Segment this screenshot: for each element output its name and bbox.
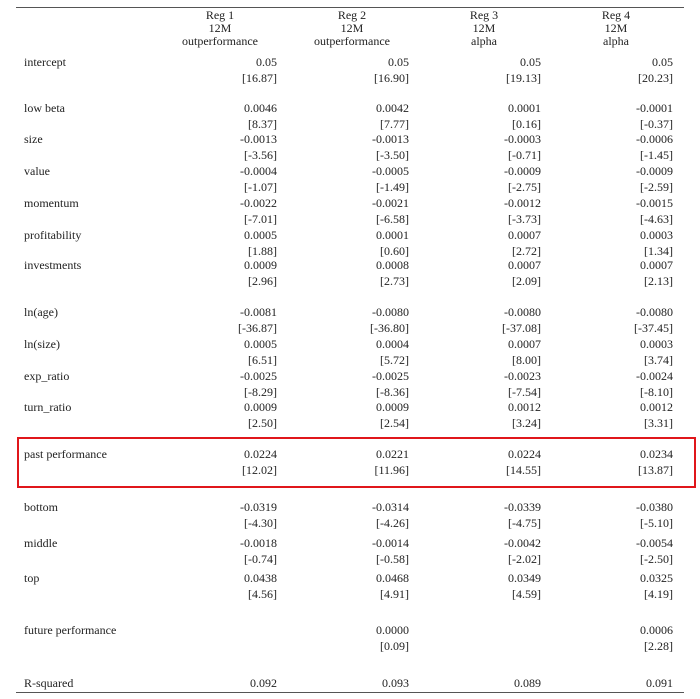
t-statistic-cell: [4.56] (248, 587, 277, 601)
coefficient-cell: 0.0007 (508, 258, 541, 272)
t-statistic-cell: [2.54] (380, 416, 409, 430)
coefficient-cell: -0.0024 (636, 369, 673, 383)
t-statistic-cell: [8.37] (248, 117, 277, 131)
t-statistic-cell: [2.50] (248, 416, 277, 430)
t-statistic-cell: [16.87] (242, 71, 277, 85)
row-label-momentum: momentum (24, 196, 79, 210)
column-header-reg-4 (556, 9, 676, 48)
coefficient-cell: -0.0009 (636, 164, 673, 178)
t-statistic-cell: [-0.71] (508, 148, 541, 162)
coefficient-cell: -0.0025 (240, 369, 277, 383)
coefficient-cell: 0.0009 (244, 400, 277, 414)
row-label-exp-ratio: exp_ratio (24, 369, 70, 383)
coefficient-cell: -0.0015 (636, 196, 673, 210)
t-statistic-cell: [-0.74] (244, 552, 277, 566)
t-statistic-cell: [2.73] (380, 274, 409, 288)
coefficient-cell: 0.0009 (376, 400, 409, 414)
t-statistic-cell: [-6.58] (376, 212, 409, 226)
coefficient-cell: 0.0003 (640, 337, 673, 351)
coefficient-cell: 0.091 (646, 676, 673, 690)
t-statistic-cell: [-1.49] (376, 180, 409, 194)
coefficient-cell: 0.0224 (244, 447, 277, 461)
t-statistic-cell: [-1.45] (640, 148, 673, 162)
t-statistic-cell: [-8.10] (640, 385, 673, 399)
column-header-reg-3 (424, 9, 544, 48)
coefficient-cell: 0.0046 (244, 101, 277, 115)
t-statistic-cell: [13.87] (638, 463, 673, 477)
bottom-rule (16, 692, 684, 693)
t-statistic-cell: [8.00] (512, 353, 541, 367)
past-performance-highlight-box (17, 437, 696, 488)
coefficient-cell: -0.0001 (636, 101, 673, 115)
row-label-intercept: intercept (24, 55, 66, 69)
coefficient-cell: -0.0005 (372, 164, 409, 178)
t-statistic-cell: [-2.59] (640, 180, 673, 194)
row-label-top: top (24, 571, 40, 585)
t-statistic-cell: [-3.50] (376, 148, 409, 162)
t-statistic-cell: [-37.45] (634, 321, 673, 335)
t-statistic-cell: [2.28] (644, 639, 673, 653)
coefficient-cell: 0.0006 (640, 623, 673, 637)
t-statistic-cell: [-8.29] (244, 385, 277, 399)
row-label-future-performance: future performance (24, 623, 117, 637)
coefficient-cell: 0.0003 (640, 228, 673, 242)
column-header-line3: alpha (603, 34, 629, 48)
coefficient-cell: 0.0468 (376, 571, 409, 585)
coefficient-cell: 0.0007 (508, 337, 541, 351)
coefficient-cell: -0.0054 (636, 536, 673, 550)
t-statistic-cell: [-2.02] (508, 552, 541, 566)
row-label-ln-size: ln(size) (24, 337, 60, 351)
t-statistic-cell: [2.72] (512, 244, 541, 258)
coefficient-cell: 0.0221 (376, 447, 409, 461)
column-header-line1: Reg 4 (601, 8, 631, 22)
coefficient-cell: -0.0319 (240, 500, 277, 514)
coefficient-cell: 0.0042 (376, 101, 409, 115)
coefficient-cell: -0.0009 (504, 164, 541, 178)
row-label-middle: middle (24, 536, 58, 550)
column-header-line1: Reg 2 (337, 8, 367, 22)
column-header-line2: 12M (340, 21, 364, 35)
coefficient-cell: -0.0080 (504, 305, 541, 319)
row-label-investments: investments (24, 258, 82, 272)
coefficient-cell: 0.0001 (376, 228, 409, 242)
coefficient-cell: -0.0339 (504, 500, 541, 514)
t-statistic-cell: [-4.30] (244, 516, 277, 530)
t-statistic-cell: [0.09] (380, 639, 409, 653)
coefficient-cell: -0.0023 (504, 369, 541, 383)
t-statistic-cell: [-4.26] (376, 516, 409, 530)
coefficient-cell: 0.0004 (376, 337, 409, 351)
coefficient-cell: 0.0007 (640, 258, 673, 272)
t-statistic-cell: [-0.37] (640, 117, 673, 131)
coefficient-cell: 0.0000 (376, 623, 409, 637)
coefficient-cell: -0.0003 (504, 132, 541, 146)
t-statistic-cell: [14.55] (506, 463, 541, 477)
coefficient-cell: 0.089 (514, 676, 541, 690)
t-statistic-cell: [7.77] (380, 117, 409, 131)
t-statistic-cell: [-4.75] (508, 516, 541, 530)
coefficient-cell: -0.0314 (372, 500, 409, 514)
row-label-r-squared: R-squared (24, 676, 74, 690)
t-statistic-cell: [0.16] (512, 117, 541, 131)
row-label-low-beta: low beta (24, 101, 65, 115)
coefficient-cell: -0.0018 (240, 536, 277, 550)
coefficient-cell: -0.0006 (636, 132, 673, 146)
t-statistic-cell: [-5.10] (640, 516, 673, 530)
t-statistic-cell: [2.96] (248, 274, 277, 288)
t-statistic-cell: [-8.36] (376, 385, 409, 399)
column-header-line3: outperformance (314, 34, 390, 48)
coefficient-cell: 0.0001 (508, 101, 541, 115)
column-header-line2: 12M (472, 21, 496, 35)
row-label-size: size (24, 132, 43, 146)
t-statistic-cell: [3.74] (644, 353, 673, 367)
t-statistic-cell: [-3.73] (508, 212, 541, 226)
coefficient-cell: 0.0224 (508, 447, 541, 461)
column-header-line2: 12M (604, 21, 628, 35)
t-statistic-cell: [2.13] (644, 274, 673, 288)
column-header-line1: Reg 1 (205, 8, 235, 22)
t-statistic-cell: [3.24] (512, 416, 541, 430)
coefficient-cell: 0.05 (256, 55, 277, 69)
column-header-reg-2 (292, 9, 412, 48)
t-statistic-cell: [-36.80] (370, 321, 409, 335)
column-header-line2: 12M (208, 21, 232, 35)
t-statistic-cell: [-36.87] (238, 321, 277, 335)
coefficient-cell: -0.0012 (504, 196, 541, 210)
coefficient-cell: -0.0014 (372, 536, 409, 550)
coefficient-cell: -0.0081 (240, 305, 277, 319)
coefficient-cell: 0.0007 (508, 228, 541, 242)
row-label-value: value (24, 164, 50, 178)
coefficient-cell: 0.0349 (508, 571, 541, 585)
coefficient-cell: -0.0022 (240, 196, 277, 210)
t-statistic-cell: [16.90] (374, 71, 409, 85)
coefficient-cell: -0.0021 (372, 196, 409, 210)
coefficient-cell: 0.0234 (640, 447, 673, 461)
t-statistic-cell: [1.34] (644, 244, 673, 258)
coefficient-cell: 0.0005 (244, 228, 277, 242)
coefficient-cell: 0.092 (250, 676, 277, 690)
row-label-profitability: profitability (24, 228, 82, 242)
row-label-turn-ratio: turn_ratio (24, 400, 72, 414)
t-statistic-cell: [4.91] (380, 587, 409, 601)
coefficient-cell: -0.0013 (372, 132, 409, 146)
t-statistic-cell: [4.19] (644, 587, 673, 601)
coefficient-cell: 0.0325 (640, 571, 673, 585)
column-header-line1: Reg 3 (469, 8, 499, 22)
t-statistic-cell: [-0.58] (376, 552, 409, 566)
t-statistic-cell: [-7.01] (244, 212, 277, 226)
coefficient-cell: -0.0013 (240, 132, 277, 146)
coefficient-cell: -0.0080 (636, 305, 673, 319)
coefficient-cell: -0.0025 (372, 369, 409, 383)
t-statistic-cell: [1.88] (248, 244, 277, 258)
t-statistic-cell: [12.02] (242, 463, 277, 477)
t-statistic-cell: [-4.63] (640, 212, 673, 226)
t-statistic-cell: [4.59] (512, 587, 541, 601)
t-statistic-cell: [-3.56] (244, 148, 277, 162)
t-statistic-cell: [-2.75] (508, 180, 541, 194)
coefficient-cell: -0.0080 (372, 305, 409, 319)
coefficient-cell: -0.0042 (504, 536, 541, 550)
coefficient-cell: 0.05 (652, 55, 673, 69)
coefficient-cell: 0.0012 (640, 400, 673, 414)
coefficient-cell: 0.05 (520, 55, 541, 69)
t-statistic-cell: [3.31] (644, 416, 673, 430)
coefficient-cell: 0.093 (382, 676, 409, 690)
coefficient-cell: 0.0008 (376, 258, 409, 272)
coefficient-cell: 0.0009 (244, 258, 277, 272)
t-statistic-cell: [-37.08] (502, 321, 541, 335)
coefficient-cell: 0.0012 (508, 400, 541, 414)
t-statistic-cell: [19.13] (506, 71, 541, 85)
row-label-bottom: bottom (24, 500, 59, 514)
coefficient-cell: 0.05 (388, 55, 409, 69)
column-header-line3: outperformance (182, 34, 258, 48)
row-label-past-performance: past performance (24, 447, 107, 461)
t-statistic-cell: [2.09] (512, 274, 541, 288)
coefficient-cell: 0.0005 (244, 337, 277, 351)
coefficient-cell: -0.0004 (240, 164, 277, 178)
t-statistic-cell: [-1.07] (244, 180, 277, 194)
t-statistic-cell: [6.51] (248, 353, 277, 367)
t-statistic-cell: [11.96] (374, 463, 409, 477)
t-statistic-cell: [0.60] (380, 244, 409, 258)
coefficient-cell: 0.0438 (244, 571, 277, 585)
column-header-reg-1 (160, 9, 280, 48)
t-statistic-cell: [20.23] (638, 71, 673, 85)
coefficient-cell: -0.0380 (636, 500, 673, 514)
column-header-line3: alpha (471, 34, 497, 48)
row-label-ln-age: ln(age) (24, 305, 58, 319)
t-statistic-cell: [-7.54] (508, 385, 541, 399)
t-statistic-cell: [5.72] (380, 353, 409, 367)
t-statistic-cell: [-2.50] (640, 552, 673, 566)
